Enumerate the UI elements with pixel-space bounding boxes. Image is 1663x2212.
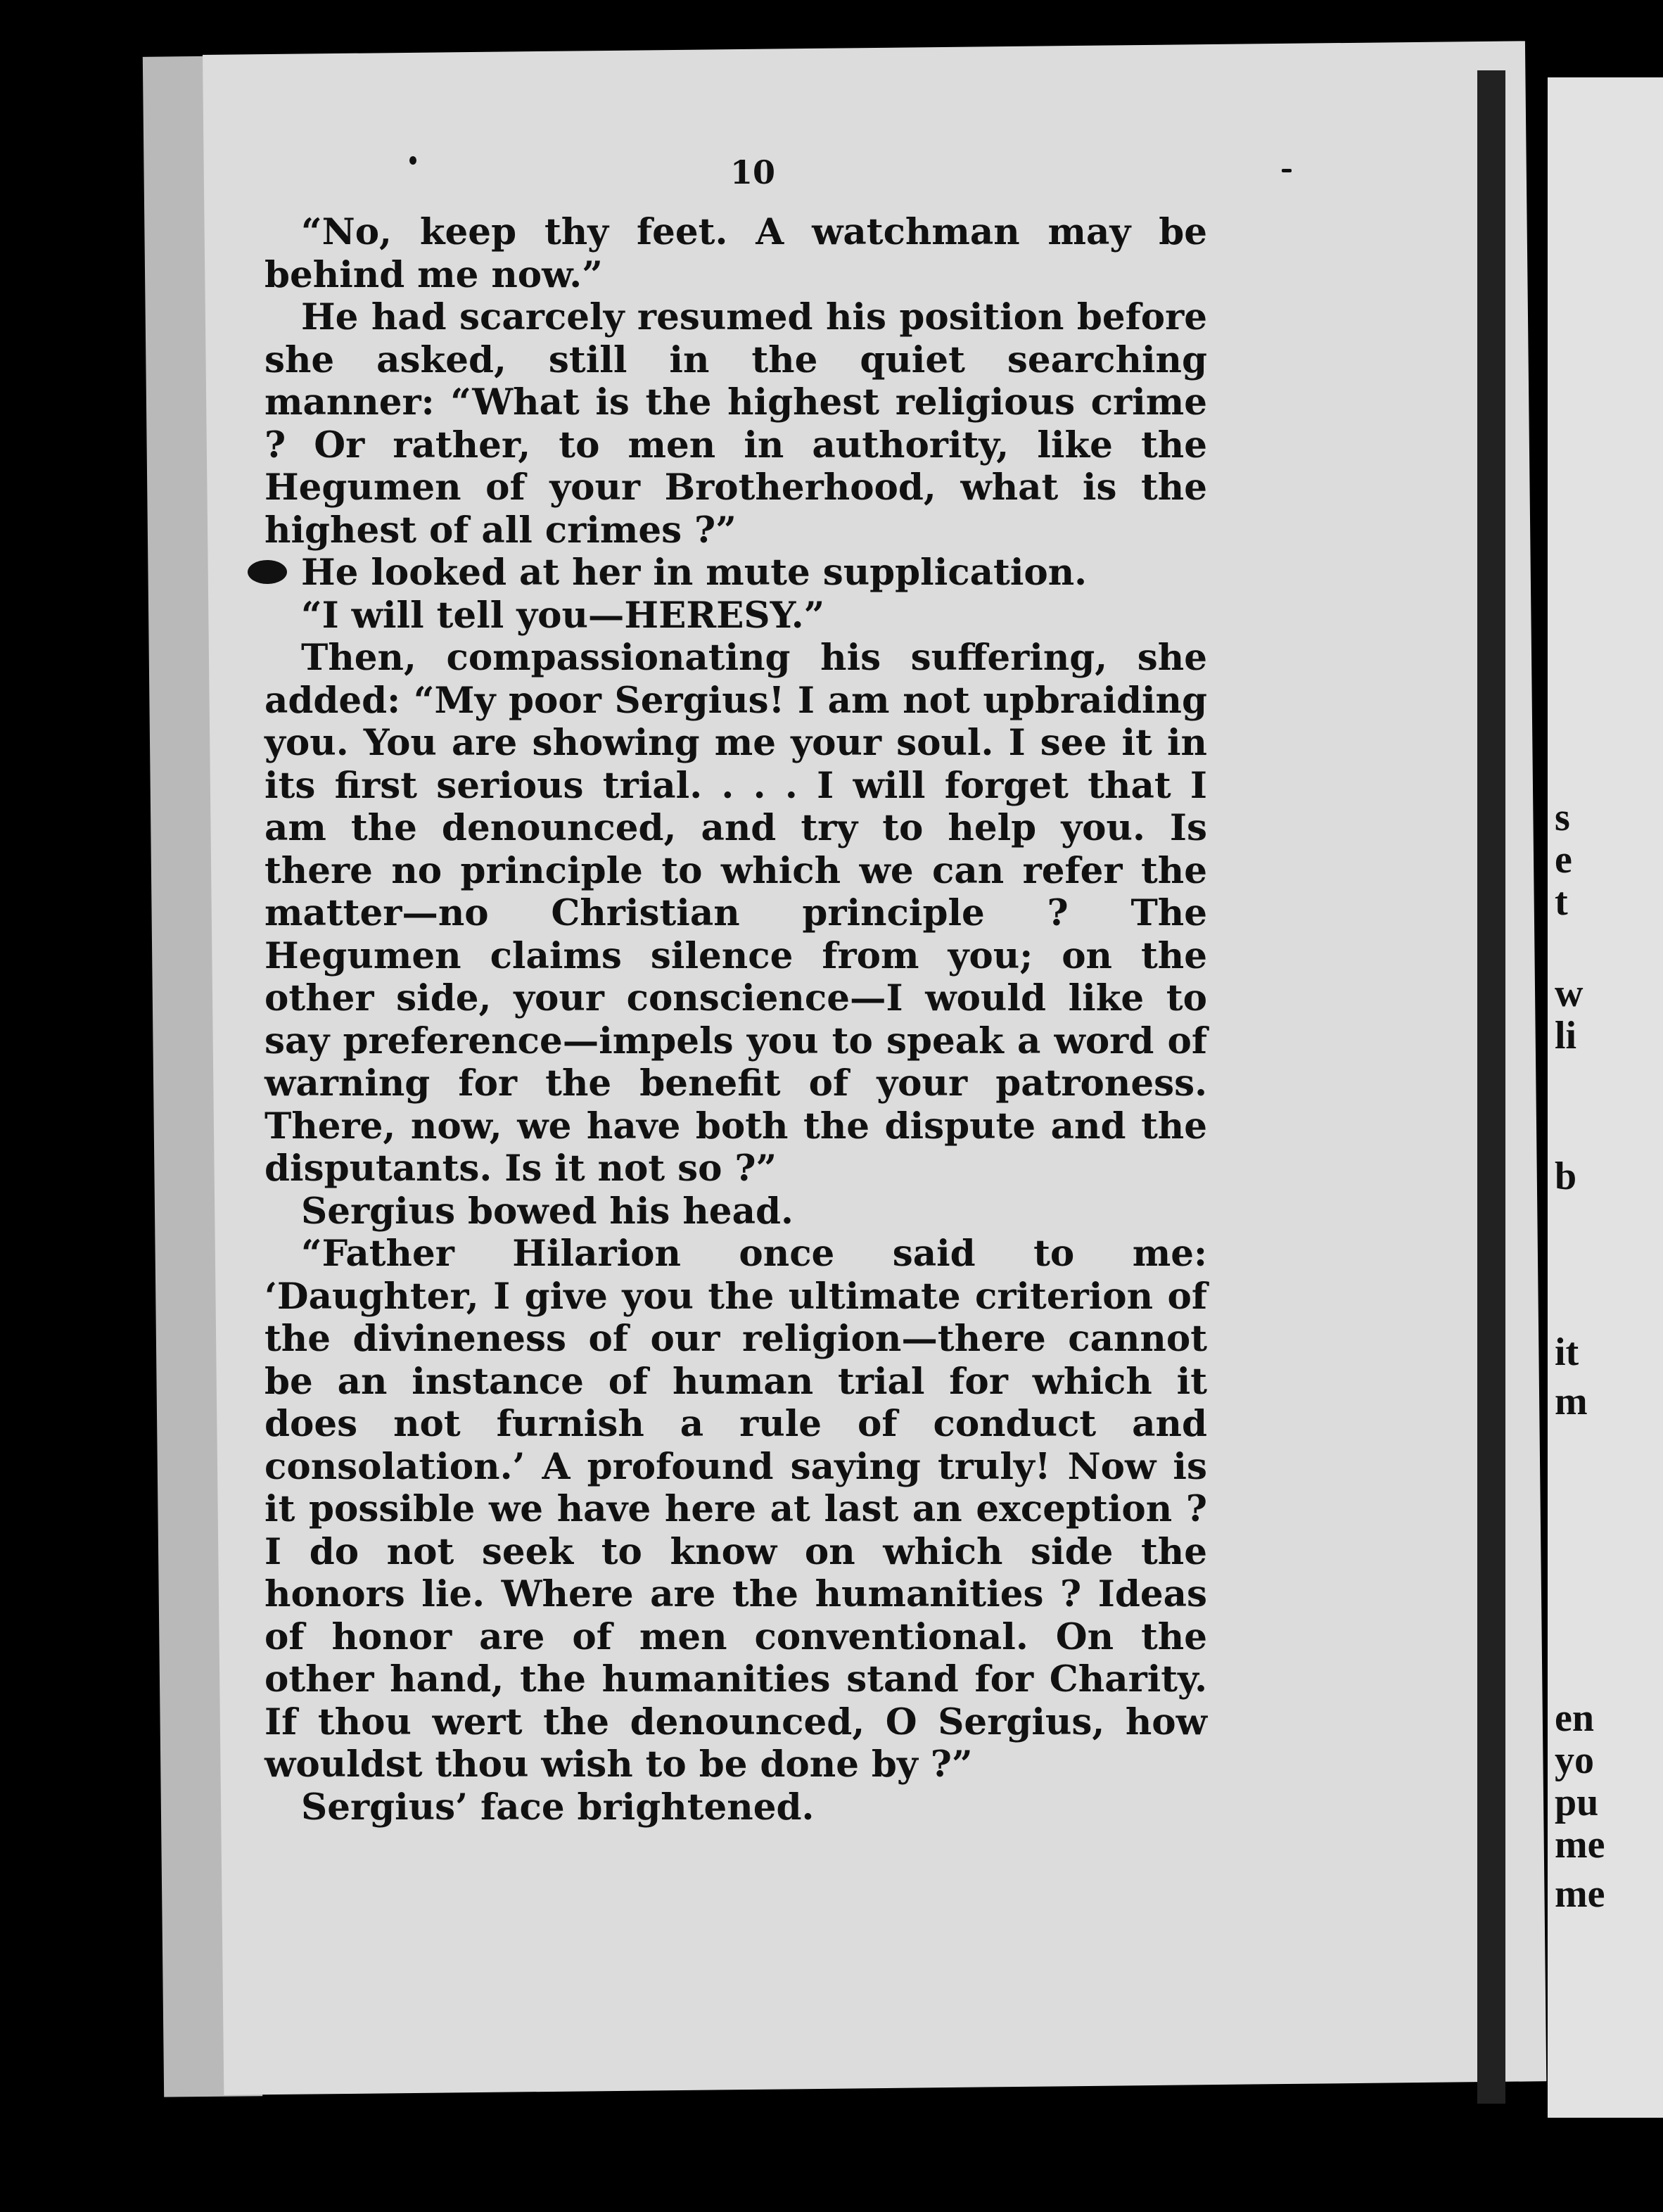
page-gutter — [1477, 70, 1505, 2104]
facing-fragment: it — [1555, 1330, 1579, 1374]
facing-fragment: w — [1555, 972, 1584, 1015]
page-number: 10 — [730, 153, 776, 191]
paragraph: He had scarcely resumed his position before she asked, still in the quiet searching manner: “What is the highest religious crime ? Or rather, to men in authority, like the Hegumen of your Brotherhood, what is the highest of all crimes ?” — [265, 296, 1207, 552]
paragraph: “Father Hilarion once said to me: ‘Daughter, I give you the ultimate criterion of the divineness of our religion—there cannot be an instance of human trial for which it does not furnish a rule of conduct and consolation.’ A profound saying truly! Now is it possible we have here at last an exception ? I do not seek to know on which side the honors lie. Where are the humanities ? Ideas of honor are of men conventional. On the other hand, the humanities stand for Charity. If thou wert the denounced, O Sergius, how wouldst thou wish to be done by ?” — [265, 1233, 1207, 1786]
paragraph: Then, compassionating his suffering, she added: “My poor Sergius! I am not upbraiding you. You are showing me your soul. I see it in its first serious trial. . . . I will forget that I am the denounced, and try to help you. Is there no principle to which we can refer the matter—no Christian principle ? The Hegumen claims silence from you; on the other side, your conscience—I would like to say preference—impels you to speak a word of warning for the benefit of your patroness. There, now, we have both the dispute and the disputants. Is it not so ?” — [265, 637, 1207, 1190]
facing-fragment: t — [1555, 880, 1568, 924]
facing-fragment: me — [1555, 1823, 1605, 1867]
paragraph: He looked at her in mute supplication. — [301, 552, 1088, 594]
ink-speck — [1282, 169, 1292, 172]
facing-fragment: m — [1555, 1380, 1588, 1423]
facing-page — [1548, 77, 1663, 2118]
facing-fragment: yo — [1555, 1739, 1594, 1782]
facing-fragment: me — [1555, 1872, 1605, 1916]
paragraph: “I will tell you—HERESY.” — [301, 594, 825, 637]
facing-fragment: s — [1555, 796, 1570, 839]
facing-fragment: e — [1555, 838, 1572, 882]
facing-fragment: pu — [1555, 1781, 1599, 1824]
facing-fragment: en — [1555, 1696, 1594, 1740]
paragraph: “No, keep thy feet. A watchman may be behind me now.” — [265, 211, 1207, 296]
paragraph: Sergius bowed his head. — [301, 1190, 794, 1233]
facing-fragment: li — [1555, 1014, 1577, 1057]
ink-speck — [409, 156, 416, 165]
facing-fragment: b — [1555, 1155, 1577, 1198]
body-text — [265, 211, 1207, 1829]
paragraph: Sergius’ face brightened. — [301, 1786, 815, 1829]
